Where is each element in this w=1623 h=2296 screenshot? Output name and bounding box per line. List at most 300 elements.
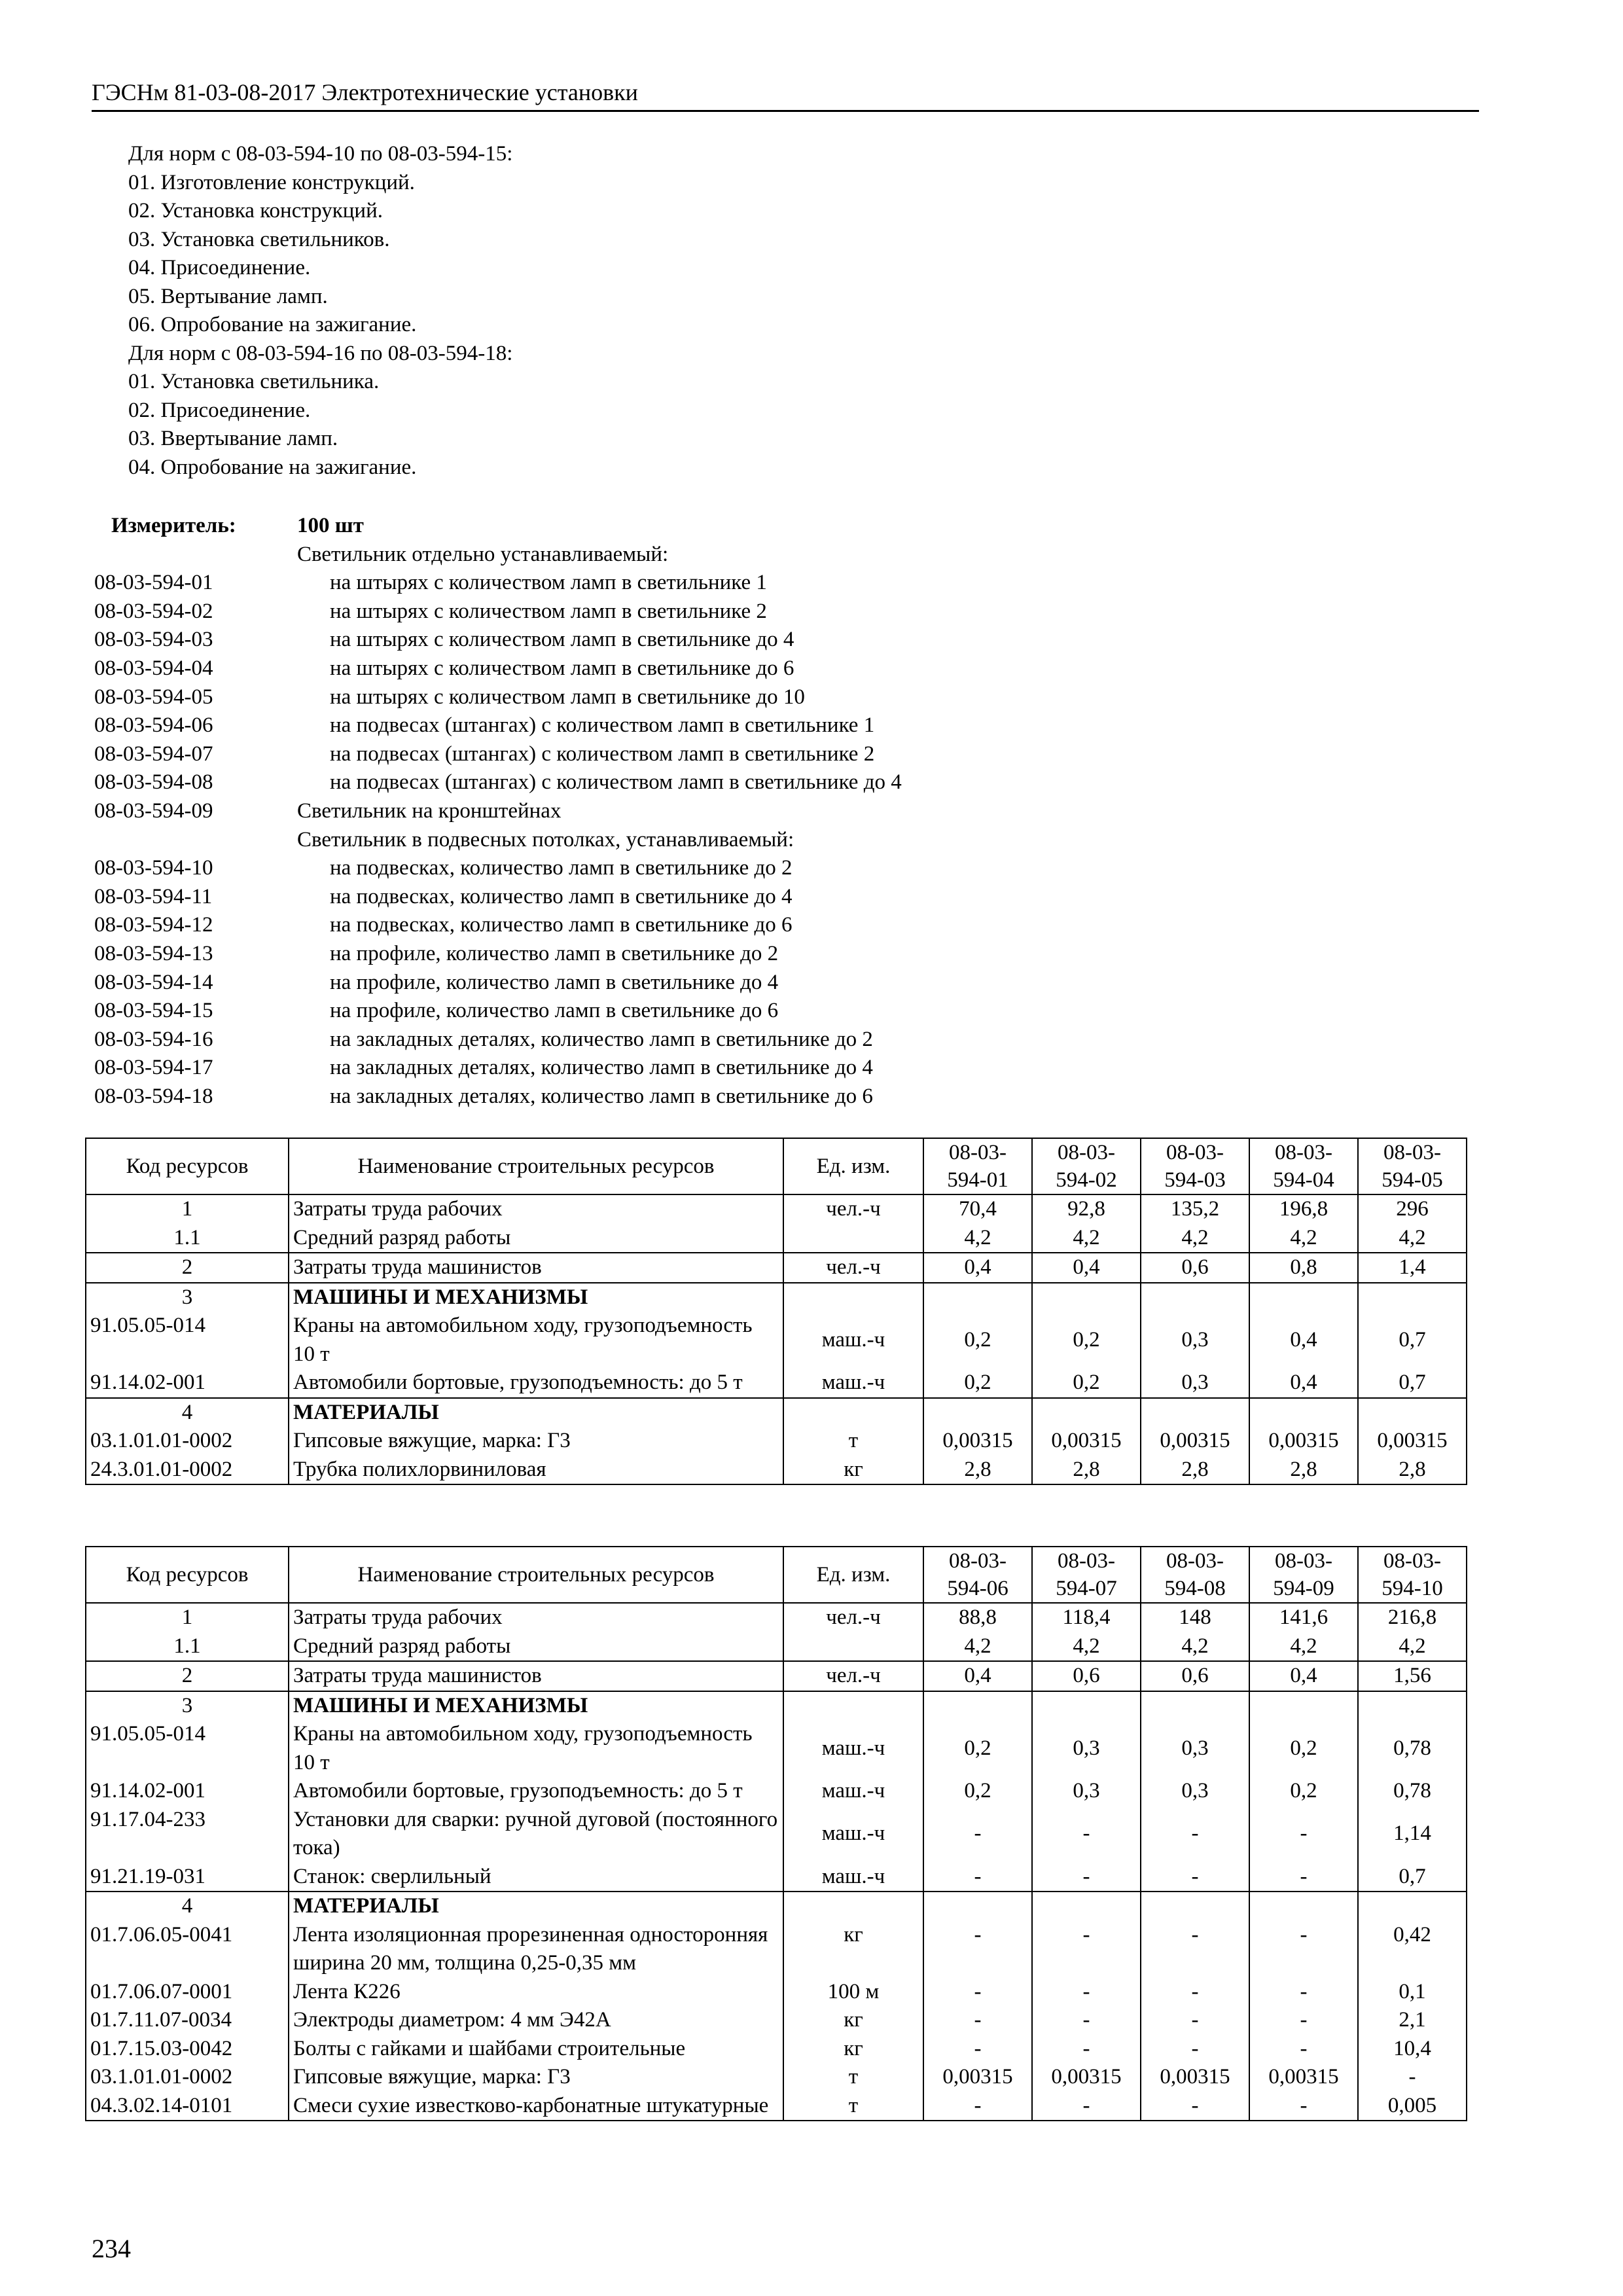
resources-table-1 xyxy=(85,1138,1467,1485)
resource-value xyxy=(1032,1283,1141,1312)
resource-value: 1,56 xyxy=(1358,1661,1467,1691)
norm-code: 08-03-594-08 xyxy=(94,770,213,795)
measure-value: 100 шт xyxy=(297,514,364,537)
resource-name: МАТЕРИАЛЫ xyxy=(289,1398,783,1427)
resource-code: 1 xyxy=(86,1603,289,1632)
resource-value: 0,4 xyxy=(1249,1661,1358,1691)
resource-value: 0,2 xyxy=(1249,1720,1358,1777)
resource-value: 0,6 xyxy=(1141,1253,1249,1283)
table-row xyxy=(86,1427,1467,1456)
norm-code: 08-03-594-13 xyxy=(94,941,213,965)
resource-value xyxy=(923,1283,1032,1312)
resource-value: 4,2 xyxy=(1249,1632,1358,1662)
table-row xyxy=(86,1978,1467,2007)
resource-value: 2,8 xyxy=(1141,1456,1249,1485)
norm-code: 08-03-594-15 xyxy=(94,999,213,1023)
resource-value: 0,00315 xyxy=(1358,1427,1467,1456)
header-unit: Ед. изм. xyxy=(783,1138,923,1194)
resource-code: 4 xyxy=(86,1398,289,1427)
norm-item xyxy=(92,911,1531,940)
resource-value: 4,2 xyxy=(1032,1224,1141,1253)
resource-value: - xyxy=(1249,1921,1358,1978)
resource-unit: чел.-ч xyxy=(783,1253,923,1283)
resource-name: Средний разряд работы xyxy=(289,1224,783,1253)
table-row xyxy=(86,1806,1467,1863)
resource-value: 4,2 xyxy=(1141,1224,1249,1253)
resource-value xyxy=(1141,1691,1249,1721)
resource-value: 0,3 xyxy=(1141,1312,1249,1369)
resource-value: 0,00315 xyxy=(1032,1427,1141,1456)
header-code: Код ресурсов xyxy=(86,1547,289,1603)
resource-code: 3 xyxy=(86,1283,289,1312)
resource-unit: чел.-ч xyxy=(783,1661,923,1691)
resource-unit: кг xyxy=(783,2006,923,2035)
resource-value: - xyxy=(923,1806,1032,1863)
resource-unit: чел.-ч xyxy=(783,1194,923,1224)
resource-value: - xyxy=(923,1921,1032,1978)
resource-name: Гипсовые вяжущие, марка: Г3 xyxy=(289,2063,783,2092)
resource-name: МАТЕРИАЛЫ xyxy=(289,1892,783,1921)
resource-value: - xyxy=(923,2035,1032,2064)
resource-code: 1.1 xyxy=(86,1632,289,1662)
resource-value xyxy=(923,1691,1032,1721)
norm-description: на подвесках, количество ламп в светильнике до 2 xyxy=(330,856,793,880)
resource-name: Краны на автомобильном ходу, грузоподъемность 10 т xyxy=(289,1720,783,1777)
resource-name: Затраты труда машинистов xyxy=(289,1661,783,1691)
resource-value: 4,2 xyxy=(923,1632,1032,1662)
resource-value: 0,1 xyxy=(1358,1978,1467,2007)
resource-value xyxy=(1358,1283,1467,1312)
table-row xyxy=(86,1253,1467,1283)
norm-description: на закладных деталях, количество ламп в светильнике до 6 xyxy=(330,1084,873,1108)
resource-name: Установки для сварки: ручной дуговой (постоянного тока) xyxy=(289,1806,783,1863)
resource-value: 1,14 xyxy=(1358,1806,1467,1863)
resource-value: 0,2 xyxy=(1249,1777,1358,1806)
norm-description: на подвесах (штангах) с количеством ламп в светильнике до 4 xyxy=(330,770,902,795)
norm-code: 08-03-594-03 xyxy=(94,628,213,652)
norm-item xyxy=(92,569,1531,598)
resource-value: 92,8 xyxy=(1032,1194,1141,1224)
norm-item xyxy=(92,997,1531,1026)
resource-value: 0,00315 xyxy=(1141,1427,1249,1456)
resource-name: Трубка полихлорвиниловая xyxy=(289,1456,783,1485)
norm-item xyxy=(92,768,1531,797)
resource-value: - xyxy=(1249,2006,1358,2035)
resource-code: 91.21.19-031 xyxy=(86,1863,289,1892)
resource-value: - xyxy=(923,1863,1032,1892)
norm-description: на штырях с количеством ламп в светильнике до 10 xyxy=(330,685,805,709)
resource-value: 0,6 xyxy=(1032,1661,1141,1691)
table-row xyxy=(86,1921,1467,1978)
resource-value: 0,8 xyxy=(1249,1253,1358,1283)
resource-unit: маш.-ч xyxy=(783,1369,923,1398)
resource-value: 0,3 xyxy=(1141,1369,1249,1398)
resource-value: 0,3 xyxy=(1032,1777,1141,1806)
norm-item xyxy=(92,711,1531,740)
norm-item xyxy=(92,940,1531,969)
resource-value: - xyxy=(1141,2035,1249,2064)
norm-description: Светильник отдельно устанавливаемый: xyxy=(297,542,669,566)
table-header-row xyxy=(86,1547,1467,1603)
resource-value xyxy=(1141,1892,1249,1921)
resource-value xyxy=(1249,1691,1358,1721)
header-code: Код ресурсов xyxy=(86,1138,289,1194)
norm-item xyxy=(92,1054,1531,1083)
resource-value: - xyxy=(1249,2092,1358,2121)
resource-unit: т xyxy=(783,2063,923,2092)
resource-value: - xyxy=(1032,2006,1141,2035)
resource-value: 0,4 xyxy=(923,1253,1032,1283)
norm-description: на подвесах (штангах) с количеством ламп в светильнике 2 xyxy=(330,742,875,766)
resource-value xyxy=(923,1398,1032,1427)
resource-name: МАШИНЫ И МЕХАНИЗМЫ xyxy=(289,1283,783,1312)
work-steps-list xyxy=(128,140,1306,482)
resource-code: 4 xyxy=(86,1892,289,1921)
resource-value: 0,2 xyxy=(923,1720,1032,1777)
resource-value: 4,2 xyxy=(1249,1224,1358,1253)
resource-value: 2,8 xyxy=(1249,1456,1358,1485)
norm-item xyxy=(92,740,1531,769)
header-norm-code: 08-03- 594-04 xyxy=(1249,1138,1358,1194)
resource-code: 91.14.02-001 xyxy=(86,1777,289,1806)
resource-code: 03.1.01.01-0002 xyxy=(86,1427,289,1456)
resource-value: 216,8 xyxy=(1358,1603,1467,1632)
resource-unit: маш.-ч xyxy=(783,1777,923,1806)
resource-code: 91.17.04-233 xyxy=(86,1806,289,1863)
resource-value: 148 xyxy=(1141,1603,1249,1632)
resource-value: 0,2 xyxy=(1032,1312,1141,1369)
resource-name: Станок: сверлильный xyxy=(289,1863,783,1892)
resource-name: Электроды диаметром: 4 мм Э42А xyxy=(289,2006,783,2035)
resource-unit: т xyxy=(783,2092,923,2121)
header-name: Наименование строительных ресурсов xyxy=(289,1547,783,1603)
resource-value: 0,78 xyxy=(1358,1720,1467,1777)
resource-unit xyxy=(783,1691,923,1721)
resource-value: 88,8 xyxy=(923,1603,1032,1632)
resource-value: - xyxy=(1141,2092,1249,2121)
header-norm-code: 08-03- 594-08 xyxy=(1141,1547,1249,1603)
resource-unit: т xyxy=(783,1427,923,1456)
header-norm-code: 08-03- 594-07 xyxy=(1032,1547,1141,1603)
table-row xyxy=(86,1892,1467,1921)
header-norm-code: 08-03- 594-02 xyxy=(1032,1138,1141,1194)
resource-value: 0,3 xyxy=(1141,1777,1249,1806)
norm-item xyxy=(92,826,1531,855)
resource-value: 0,3 xyxy=(1032,1720,1141,1777)
resource-value: 196,8 xyxy=(1249,1194,1358,1224)
norm-description: на подвесках, количество ламп в светильнике до 6 xyxy=(330,913,793,937)
resource-value: - xyxy=(1032,2035,1141,2064)
header-norm-code: 08-03- 594-09 xyxy=(1249,1547,1358,1603)
resource-value: 0,00315 xyxy=(923,1427,1032,1456)
header-name: Наименование строительных ресурсов xyxy=(289,1138,783,1194)
norm-description: на закладных деталях, количество ламп в светильнике до 2 xyxy=(330,1027,873,1051)
norm-item xyxy=(92,598,1531,626)
header-norm-code: 08-03- 594-10 xyxy=(1358,1547,1467,1603)
table-row xyxy=(86,1369,1467,1398)
resource-value: - xyxy=(1141,2006,1249,2035)
resource-value: 4,2 xyxy=(1358,1224,1467,1253)
resource-value: 0,4 xyxy=(1032,1253,1141,1283)
resource-value: 4,2 xyxy=(1358,1632,1467,1662)
resource-unit: маш.-ч xyxy=(783,1806,923,1863)
resource-value: - xyxy=(1141,1806,1249,1863)
norm-code: 08-03-594-07 xyxy=(94,742,213,766)
resource-value: - xyxy=(1141,1921,1249,1978)
resource-value: 0,7 xyxy=(1358,1312,1467,1369)
norm-item xyxy=(92,683,1531,712)
resource-code: 24.3.01.01-0002 xyxy=(86,1456,289,1485)
norm-item xyxy=(92,797,1531,826)
resource-value xyxy=(923,1892,1032,1921)
norm-code: 08-03-594-16 xyxy=(94,1027,213,1051)
resource-name: Затраты труда рабочих xyxy=(289,1194,783,1224)
measure-section xyxy=(92,512,1531,1111)
norm-description: на закладных деталях, количество ламп в светильнике до 4 xyxy=(330,1056,873,1080)
resource-code: 01.7.15.03-0042 xyxy=(86,2035,289,2064)
resource-value: 141,6 xyxy=(1249,1603,1358,1632)
resource-value: 0,00315 xyxy=(923,2063,1032,2092)
resource-name: Затраты труда рабочих xyxy=(289,1603,783,1632)
measure-label: Измеритель: xyxy=(111,514,236,537)
resource-value: 0,42 xyxy=(1358,1921,1467,1978)
work-step-line: Для норм с 08-03-594-16 по 08-03-594-18: xyxy=(128,341,513,365)
norm-code: 08-03-594-11 xyxy=(94,884,213,908)
norm-description: Светильник в подвесных потолках, устанавливаемый: xyxy=(297,827,794,852)
norm-code: 08-03-594-14 xyxy=(94,970,213,994)
resource-code: 3 xyxy=(86,1691,289,1721)
resource-value: 0,78 xyxy=(1358,1777,1467,1806)
resource-value: 0,7 xyxy=(1358,1369,1467,1398)
table-row xyxy=(86,1691,1467,1721)
resource-value: 0,4 xyxy=(923,1661,1032,1691)
resource-code: 1 xyxy=(86,1194,289,1224)
norm-code: 08-03-594-09 xyxy=(94,798,213,823)
norm-description: на штырях с количеством ламп в светильнике 2 xyxy=(330,599,767,623)
resource-code: 01.7.06.07-0001 xyxy=(86,1978,289,2007)
table-row xyxy=(86,2035,1467,2064)
resource-value: - xyxy=(923,2092,1032,2121)
resource-value: 2,8 xyxy=(923,1456,1032,1485)
resource-name: МАШИНЫ И МЕХАНИЗМЫ xyxy=(289,1691,783,1721)
measure-unit-row xyxy=(92,512,1531,541)
resource-value xyxy=(1141,1398,1249,1427)
resource-value: 1,4 xyxy=(1358,1253,1467,1283)
table-row xyxy=(86,2063,1467,2092)
resource-value: 70,4 xyxy=(923,1194,1032,1224)
resource-value: 0,2 xyxy=(923,1777,1032,1806)
header-norm-code: 08-03- 594-03 xyxy=(1141,1138,1249,1194)
resource-unit xyxy=(783,1632,923,1662)
resource-name: Автомобили бортовые, грузоподъемность: до 5 т xyxy=(289,1777,783,1806)
resource-value xyxy=(1249,1398,1358,1427)
resource-value: 0,4 xyxy=(1249,1312,1358,1369)
resource-value: 0,2 xyxy=(1032,1369,1141,1398)
resource-name: Автомобили бортовые, грузоподъемность: до 5 т xyxy=(289,1369,783,1398)
resource-value: - xyxy=(1032,1806,1141,1863)
work-step-line: Для норм с 08-03-594-10 по 08-03-594-15: xyxy=(128,142,513,166)
resource-name: Краны на автомобильном ходу, грузоподъемность 10 т xyxy=(289,1312,783,1369)
resource-value: - xyxy=(1032,1921,1141,1978)
work-step-line: 04. Опробование на зажигание. xyxy=(128,455,417,479)
resource-code: 91.14.02-001 xyxy=(86,1369,289,1398)
resource-value: 0,7 xyxy=(1358,1863,1467,1892)
norm-description: на штырях с количеством ламп в светильнике 1 xyxy=(330,571,767,595)
norm-item xyxy=(92,969,1531,997)
norm-description: на профиле, количество ламп в светильнике до 6 xyxy=(330,999,779,1023)
work-step-line: 06. Опробование на зажигание. xyxy=(128,313,417,336)
norm-item xyxy=(92,854,1531,883)
work-step-line: 04. Присоединение. xyxy=(128,256,311,279)
resource-code: 01.7.06.05-0041 xyxy=(86,1921,289,1978)
resource-value: 0,3 xyxy=(1141,1720,1249,1777)
work-step-line: 03. Установка светильников. xyxy=(128,227,390,251)
norm-description: на подвесках, количество ламп в светильнике до 4 xyxy=(330,884,793,908)
resource-value: - xyxy=(1358,2063,1467,2092)
resource-value: 0,2 xyxy=(923,1312,1032,1369)
norm-description: на профиле, количество ламп в светильнике до 4 xyxy=(330,970,779,994)
norm-code: 08-03-594-18 xyxy=(94,1084,213,1108)
norm-code: 08-03-594-05 xyxy=(94,685,213,709)
norm-code: 08-03-594-01 xyxy=(94,571,213,595)
resource-value: 0,00315 xyxy=(1141,2063,1249,2092)
resource-unit: маш.-ч xyxy=(783,1863,923,1892)
resource-code: 2 xyxy=(86,1661,289,1691)
table-row xyxy=(86,1398,1467,1427)
resource-value: 0,2 xyxy=(923,1369,1032,1398)
resource-value: 0,00315 xyxy=(1249,1427,1358,1456)
resource-unit xyxy=(783,1398,923,1427)
resource-name: Смеси сухие известково-карбонатные штукатурные xyxy=(289,2092,783,2121)
resource-value xyxy=(1249,1283,1358,1312)
norm-code: 08-03-594-04 xyxy=(94,656,213,680)
norm-item xyxy=(92,883,1531,912)
resource-name: Лента изоляционная прорезиненная односторонняя ширина 20 мм, толщина 0,25-0,35 мм xyxy=(289,1921,783,1978)
resource-value xyxy=(1032,1398,1141,1427)
resource-value xyxy=(1358,1691,1467,1721)
resource-value: - xyxy=(1141,1863,1249,1892)
resource-value: 4,2 xyxy=(1141,1632,1249,1662)
resource-unit: 100 м xyxy=(783,1978,923,2007)
work-step-line: 02. Установка конструкций. xyxy=(128,199,383,223)
table-row xyxy=(86,1312,1467,1369)
resource-value xyxy=(1141,1283,1249,1312)
norm-code: 08-03-594-12 xyxy=(94,913,213,937)
resource-unit: маш.-ч xyxy=(783,1720,923,1777)
resource-value: 0,005 xyxy=(1358,2092,1467,2121)
norm-description: на штырях с количеством ламп в светильнике до 4 xyxy=(330,628,794,652)
resource-name: Гипсовые вяжущие, марка: Г3 xyxy=(289,1427,783,1456)
resource-value: - xyxy=(1249,2035,1358,2064)
resource-code: 91.05.05-014 xyxy=(86,1720,289,1777)
norm-item xyxy=(92,1026,1531,1054)
work-step-line: 05. Вертывание ламп. xyxy=(128,284,328,308)
resource-unit xyxy=(783,1892,923,1921)
resource-value: 2,8 xyxy=(1358,1456,1467,1485)
resource-code: 2 xyxy=(86,1253,289,1283)
resource-name: Затраты труда машинистов xyxy=(289,1253,783,1283)
page-number: 234 xyxy=(92,2234,131,2263)
table-row xyxy=(86,1194,1467,1224)
resource-value: - xyxy=(1032,2092,1141,2121)
resource-value: 296 xyxy=(1358,1194,1467,1224)
resource-value xyxy=(1249,1892,1358,1921)
work-step-line: 02. Присоединение. xyxy=(128,398,311,422)
resource-unit: маш.-ч xyxy=(783,1312,923,1369)
resource-value: - xyxy=(1249,1806,1358,1863)
resource-value: 10,4 xyxy=(1358,2035,1467,2064)
work-step-line: 01. Установка светильника. xyxy=(128,370,380,393)
work-step-line: 03. Ввертывание ламп. xyxy=(128,427,338,450)
resource-code: 1.1 xyxy=(86,1224,289,1253)
resource-name: Лента К226 xyxy=(289,1978,783,2007)
table-row xyxy=(86,2006,1467,2035)
norm-item xyxy=(92,626,1531,655)
resource-value: 0,00315 xyxy=(1249,2063,1358,2092)
resource-value: 4,2 xyxy=(923,1224,1032,1253)
table-header-row xyxy=(86,1138,1467,1194)
table-row xyxy=(86,1456,1467,1485)
resource-value: 118,4 xyxy=(1032,1603,1141,1632)
header-norm-code: 08-03- 594-06 xyxy=(923,1547,1032,1603)
norm-item xyxy=(92,655,1531,683)
header-norm-code: 08-03- 594-01 xyxy=(923,1138,1032,1194)
resource-code: 04.3.02.14-0101 xyxy=(86,2092,289,2121)
table-row xyxy=(86,1224,1467,1253)
table-row xyxy=(86,1777,1467,1806)
table-row xyxy=(86,1863,1467,1892)
resource-code: 03.1.01.01-0002 xyxy=(86,2063,289,2092)
resource-value: 2,8 xyxy=(1032,1456,1141,1485)
norm-code: 08-03-594-17 xyxy=(94,1056,213,1080)
resource-value: - xyxy=(1249,1863,1358,1892)
resource-unit: кг xyxy=(783,2035,923,2064)
resource-value xyxy=(1358,1398,1467,1427)
norm-description: Светильник на кронштейнах xyxy=(297,798,562,823)
norm-description: на профиле, количество ламп в светильнике до 2 xyxy=(330,941,779,965)
resource-value: - xyxy=(1249,1978,1358,2007)
norm-description: на штырях с количеством ламп в светильнике до 6 xyxy=(330,656,794,680)
header-norm-code: 08-03- 594-05 xyxy=(1358,1138,1467,1194)
table-row xyxy=(86,1283,1467,1312)
resource-unit: чел.-ч xyxy=(783,1603,923,1632)
norm-code: 08-03-594-02 xyxy=(94,599,213,623)
resources-table-2 xyxy=(85,1546,1467,2121)
resource-value: 2,1 xyxy=(1358,2006,1467,2035)
resource-code: 01.7.11.07-0034 xyxy=(86,2006,289,2035)
resource-value: - xyxy=(923,2006,1032,2035)
resource-name: Средний разряд работы xyxy=(289,1632,783,1662)
resource-value: 0,6 xyxy=(1141,1661,1249,1691)
resource-value: - xyxy=(923,1978,1032,2007)
norm-description: на подвесах (штангах) с количеством ламп в светильнике 1 xyxy=(330,713,875,738)
resource-value: 0,00315 xyxy=(1032,2063,1141,2092)
resource-code: 91.05.05-014 xyxy=(86,1312,289,1369)
table-row xyxy=(86,1720,1467,1777)
norm-item xyxy=(92,541,1531,569)
norm-code: 08-03-594-10 xyxy=(94,856,213,880)
resource-value: 135,2 xyxy=(1141,1194,1249,1224)
resource-value xyxy=(1032,1691,1141,1721)
table-row xyxy=(86,1661,1467,1691)
resource-unit: кг xyxy=(783,1456,923,1485)
page-header: ГЭСНм 81-03-08-2017 Электротехнические установки xyxy=(92,77,1479,112)
resource-value xyxy=(1358,1892,1467,1921)
resource-value: 4,2 xyxy=(1032,1632,1141,1662)
header-unit: Ед. изм. xyxy=(783,1547,923,1603)
resource-name: Болты с гайками и шайбами строительные xyxy=(289,2035,783,2064)
table-row xyxy=(86,1603,1467,1632)
